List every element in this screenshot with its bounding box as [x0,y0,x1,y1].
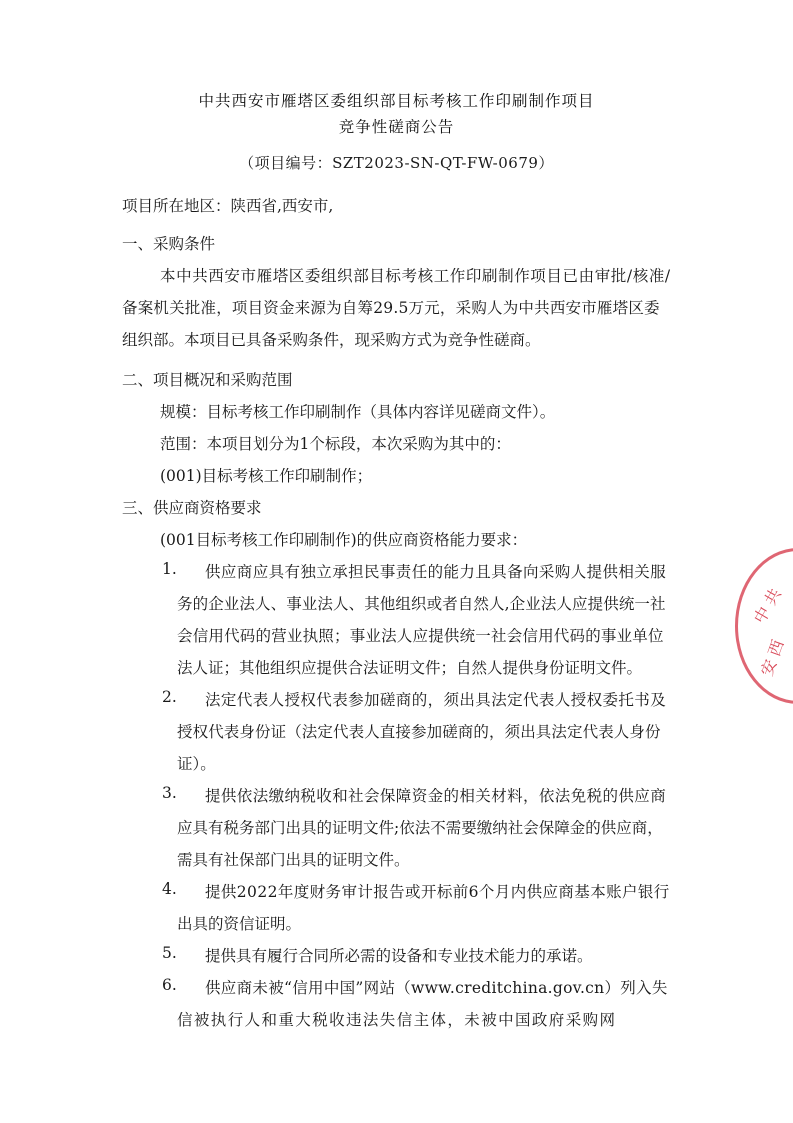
list-item-line: 证）。 [177,755,216,773]
list-item-line: 授权代表身份证（法定代表人直接参加磋商的，须出具法定代表人身份 [177,723,661,741]
list-item-line: 法定代表人授权代表参加磋商的，须出具法定代表人授权委托书及 [205,691,667,709]
list-item-number: 1. [162,560,177,578]
document-title: 中共西安市雁塔区委组织部目标考核工作印刷制作项目 [198,92,595,110]
seal-text: 安 西 [757,637,788,679]
list-item-line: 法人证；其他组织应提供合法证明文件；自然人提供身份证明文件。 [177,659,643,677]
list-item-number: 6. [162,976,177,994]
paragraph-line: (001)目标考核工作印刷制作； [160,467,373,485]
paragraph-line: 规模：目标考核工作印刷制作（具体内容详见磋商文件）。 [160,403,556,421]
list-item-number: 2. [162,688,177,706]
paragraph-line: 范围：本项目划分为1个标段，本次采购为其中的： [160,435,511,453]
document-subtitle: 竞争性磋商公告 [338,118,455,136]
list-item-line: 出具的资信证明。 [177,915,302,933]
section-heading: 二、项目概况和采购范围 [122,371,293,389]
list-item-line: 提供依法缴纳税收和社会保障资金的相关材料，依法免税的供应商 [205,787,667,805]
list-item-line: 信被执行人和重大税收违法失信主体，未被中国政府采购网 [177,1011,617,1029]
list-item-line: 供应商应具有独立承担民事责任的能力且具备向采购人提供相关服 [205,563,667,581]
list-item-line: 供应商未被“信用中国”网站（www.creditchina.gov.cn）列入失 [205,979,668,997]
list-item-number: 5. [162,944,177,962]
section-heading: 三、供应商资格要求 [122,499,262,517]
project-number: （项目编号：SZT2023-SN-QT-FW-0679） [239,154,554,172]
list-item-line: 会信用代码的营业执照；事业法人应提供统一社会信用代码的事业单位 [177,627,664,645]
list-item-line: 应具有税务部门出具的证明文件;依法不需要缴纳社会保障金的供应商， [177,819,663,837]
paragraph-line: 备案机关批准，项目资金来源为自筹29.5万元，采购人为中共西安市雁塔区委 [122,299,660,317]
seal-text: 中 共 [749,585,785,627]
paragraph-line: 本中共西安市雁塔区委组织部目标考核工作印刷制作项目已由审批/核准/ [160,267,671,285]
list-item-line: 提供具有履行合同所必需的设备和专业技术能力的承诺。 [205,947,593,965]
list-item-line: 需具有社保部门出具的证明文件。 [177,851,410,869]
list-item-line: 提供2022年度财务审计报告或开标前6个月内供应商基本账户银行 [205,883,670,901]
list-item-number: 3. [162,784,177,802]
section-heading: 一、采购条件 [122,235,216,253]
paragraph-line: (001目标考核工作印刷制作)的供应商资格能力要求： [160,531,528,549]
list-item-line: 务的企业法人、事业法人、其他组织或者自然人,企业法人应提供统一社 [177,595,666,613]
paragraph-line: 组织部。本项目已具备采购条件，现采购方式为竞争性磋商。 [122,331,541,349]
project-region: 项目所在地区：陕西省,西安市, [122,197,334,215]
list-item-number: 4. [162,880,177,898]
